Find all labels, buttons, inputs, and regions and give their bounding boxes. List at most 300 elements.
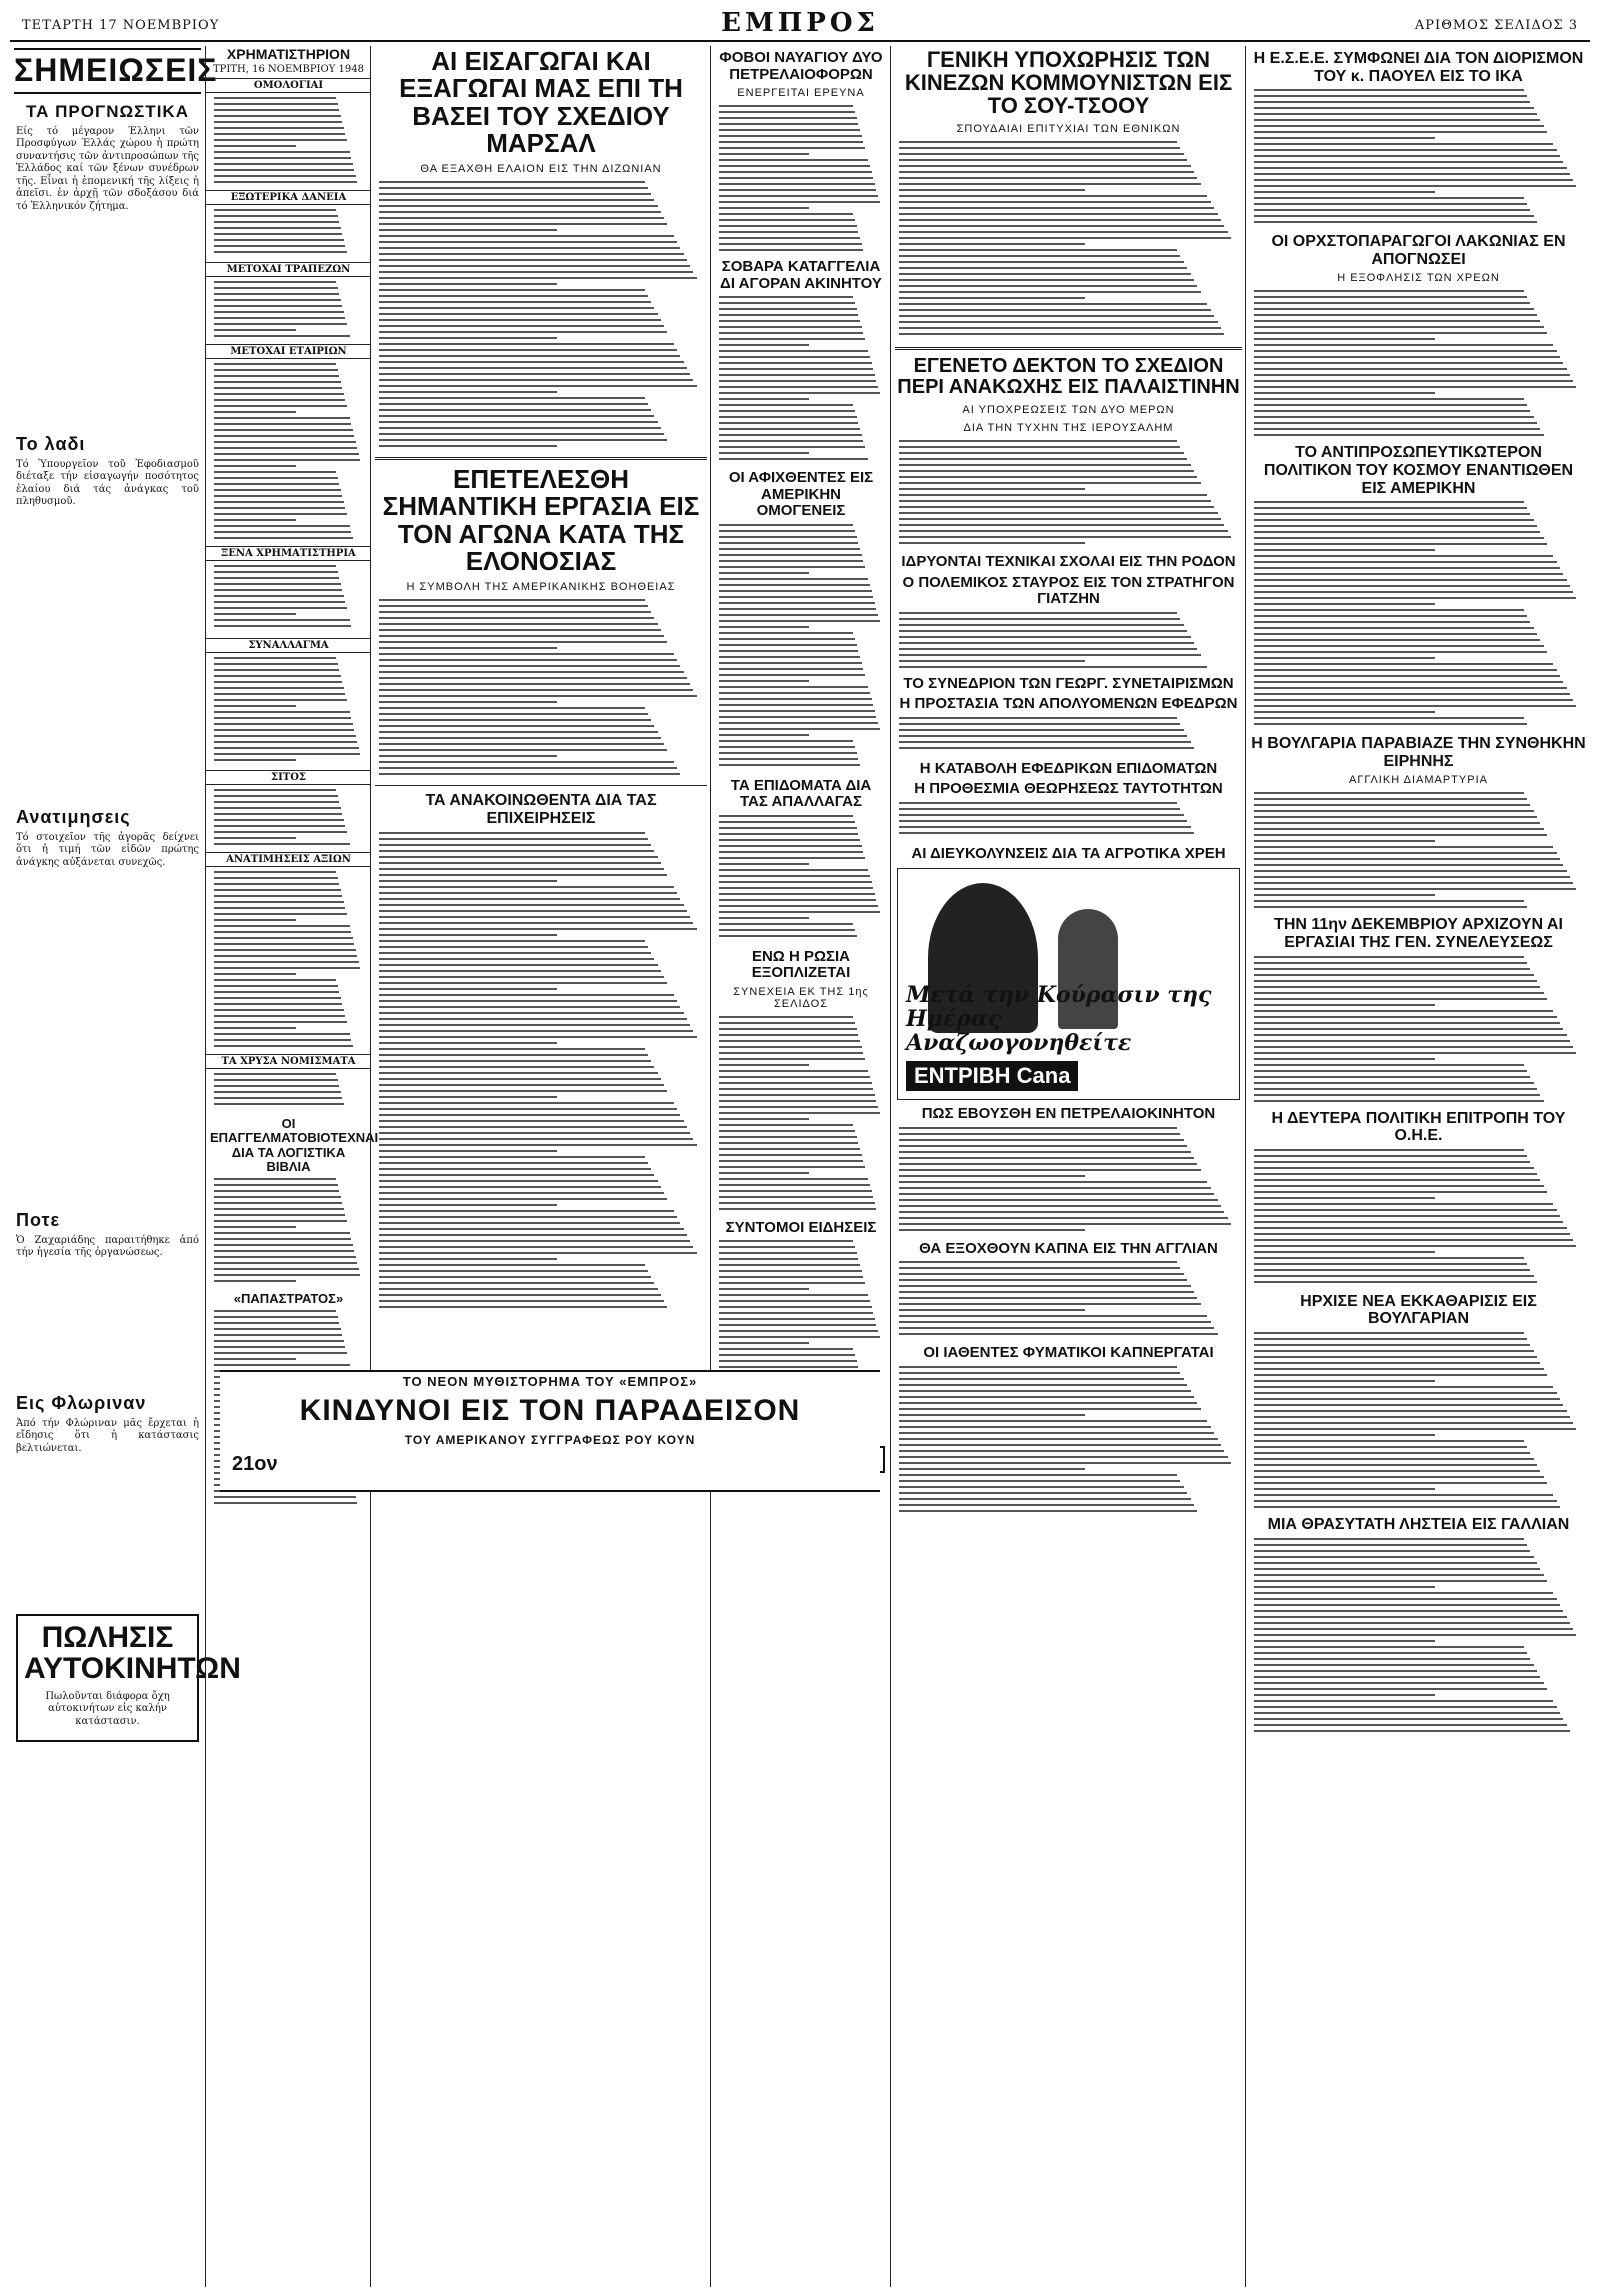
text-line xyxy=(1254,992,1544,994)
text-line xyxy=(719,141,863,143)
text-line xyxy=(379,1114,680,1116)
text-line xyxy=(214,687,344,689)
text-line xyxy=(214,245,345,247)
text-line xyxy=(214,1103,344,1105)
text-line xyxy=(1254,864,1563,866)
text-line xyxy=(719,542,858,544)
bulgaria-treaty-subhead: ΑΓΓΛΙΚΗ ΔΙΑΜΑΡΤΥΡΙΑ xyxy=(1349,774,1488,787)
text-line xyxy=(1254,113,1537,115)
text-line xyxy=(719,578,868,580)
text-line xyxy=(719,1028,857,1030)
text-line xyxy=(719,1208,876,1210)
masthead xyxy=(10,8,1590,42)
text-line xyxy=(1254,1550,1530,1552)
text-line xyxy=(1254,1185,1544,1187)
text-line xyxy=(1254,675,1560,677)
text-line xyxy=(379,599,645,601)
text-line xyxy=(1254,320,1540,322)
stock-exchange-date: ΤΡΙΤΗ, 16 ΝΟΕΜΒΡΙΟΥ 1948 xyxy=(213,64,364,75)
text-line xyxy=(1254,1094,1540,1096)
text-line xyxy=(899,717,1177,719)
text-line xyxy=(719,1154,862,1156)
papastratos-headline: «ΠΑΠΑΣΤΡΑΤΟΣ» xyxy=(233,1291,344,1307)
text-line xyxy=(1254,1245,1576,1247)
text-line xyxy=(379,1042,557,1044)
text-line xyxy=(214,465,296,467)
marshall-plan-headline: ΑΙ ΕΙΣΑΓΩΓΑΙ ΚΑΙ ΕΞΑΓΩΓΑΙ ΜΑΣ ΕΠΙ ΤΗ ΒΑΣΕΙ ΤΟΥ ΣΧΕΔΙΟΥ ΜΑΡΣΑΛ xyxy=(399,46,683,158)
text-line xyxy=(379,970,661,972)
text-line xyxy=(379,1210,674,1212)
text-line xyxy=(899,1181,1207,1183)
text-line xyxy=(899,249,1177,251)
section-foreign-exchanges: ΞΕΝΑ ΧΡΗΜΑΤΙΣΤΗΡΙΑ xyxy=(206,546,371,561)
car-sales-ad-title: ΠΩΛΗΣΙΣ ΑΥΤΟΚΙΝΗΤΩΝ xyxy=(24,1620,241,1686)
text-line xyxy=(719,1016,853,1018)
text-line xyxy=(379,952,651,954)
text-line xyxy=(719,1064,809,1066)
text-line xyxy=(719,1252,857,1254)
text-line xyxy=(1254,1374,1547,1376)
text-line xyxy=(379,665,680,667)
text-line xyxy=(379,988,557,990)
text-line xyxy=(899,832,1194,834)
text-line xyxy=(379,976,664,978)
text-line xyxy=(899,261,1184,263)
text-line xyxy=(719,851,863,853)
laconia-subhead: Η ΕΞΟΦΛΗΣΙΣ ΤΩΝ ΧΡΕΩΝ xyxy=(1337,272,1500,285)
text-line xyxy=(899,1504,1194,1506)
text-line xyxy=(899,1486,1184,1488)
text-line xyxy=(214,675,341,677)
car-sales-ad xyxy=(16,1614,241,1743)
text-line xyxy=(1254,804,1530,806)
text-line xyxy=(379,1030,693,1032)
text-line xyxy=(719,1160,863,1162)
text-line xyxy=(719,893,875,895)
text-line xyxy=(719,548,860,550)
text-line xyxy=(899,297,1085,299)
text-line xyxy=(214,399,345,401)
text-line xyxy=(719,225,857,227)
text-line xyxy=(379,313,658,315)
text-line xyxy=(214,1184,338,1186)
text-line xyxy=(899,1498,1191,1500)
text-line xyxy=(1254,332,1547,334)
text-line xyxy=(899,654,1201,656)
text-line xyxy=(1254,1398,1560,1400)
text-line xyxy=(214,663,338,665)
marshall-plan-subhead: ΘΑ ΕΞΑΧΘΗ ΕΛΑΙΟΝ ΕΙΣ ΤΗΝ ΔΙΖΩΝΙΑΝ xyxy=(420,163,662,176)
text-line xyxy=(719,458,868,460)
text-line xyxy=(1254,669,1557,671)
text-line xyxy=(719,827,857,829)
text-line xyxy=(719,704,873,706)
text-line xyxy=(1254,149,1557,151)
text-line xyxy=(899,1211,1224,1213)
text-line xyxy=(1254,1700,1553,1702)
text-line xyxy=(379,1264,645,1266)
text-line xyxy=(379,283,557,285)
text-line xyxy=(214,1340,344,1342)
text-line xyxy=(1254,870,1567,872)
text-line xyxy=(719,608,876,610)
text-line xyxy=(214,233,342,235)
text-line xyxy=(1254,567,1560,569)
text-line xyxy=(214,151,350,153)
text-line xyxy=(719,758,858,760)
text-line xyxy=(719,1240,853,1242)
text-line xyxy=(379,922,693,924)
text-line xyxy=(899,255,1180,257)
text-line xyxy=(214,1232,350,1234)
text-line xyxy=(719,1112,880,1114)
novel-banner xyxy=(220,1370,880,1492)
car-sales-ad-text: Πωλοῦνται διάφορα ὄχη αὐτοκινήτων εἰς καλήν κατάστασιν. xyxy=(45,1690,170,1727)
text-line xyxy=(719,1166,865,1168)
column-trade xyxy=(370,46,711,2287)
text-line xyxy=(379,1078,661,1080)
text-line xyxy=(214,1085,339,1087)
text-line xyxy=(379,1288,658,1290)
text-line xyxy=(899,488,1085,490)
text-line xyxy=(379,874,667,876)
text-line xyxy=(379,265,690,267)
text-line xyxy=(719,530,855,532)
text-line xyxy=(1254,816,1537,818)
text-line xyxy=(899,1285,1191,1287)
text-line xyxy=(214,973,296,975)
text-line xyxy=(1254,792,1524,794)
text-line xyxy=(1254,1016,1557,1018)
text-line xyxy=(719,524,853,526)
text-line xyxy=(379,838,648,840)
text-line xyxy=(1254,513,1530,515)
text-line xyxy=(214,801,339,803)
text-line xyxy=(719,740,853,742)
text-line xyxy=(719,398,809,400)
text-line xyxy=(719,243,862,245)
text-line xyxy=(719,764,860,766)
text-line xyxy=(1254,1574,1544,1576)
text-line xyxy=(899,1372,1180,1374)
war-cross-headline: Ο ΠΟΛΕΜΙΚΟΣ ΣΤΑΥΡΟΣ ΕΙΣ ΤΟΝ ΣΤΡΑΤΗΓΟΝ ΓΙΑΤΖΗΝ xyxy=(902,573,1235,608)
text-line xyxy=(719,320,860,322)
text-line xyxy=(719,722,878,724)
text-line xyxy=(719,404,853,406)
text-line xyxy=(899,141,1177,143)
text-line xyxy=(379,1150,557,1152)
text-line xyxy=(719,887,873,889)
text-line xyxy=(379,1072,658,1074)
text-line xyxy=(214,1328,341,1330)
text-line xyxy=(899,636,1191,638)
text-line xyxy=(1254,1344,1530,1346)
notes-section-price-rises: Ανατιμησεις xyxy=(16,806,131,827)
text-line xyxy=(1254,1470,1540,1472)
text-line xyxy=(214,169,354,171)
notes-section-oil: Το λαδι xyxy=(16,433,86,454)
text-line xyxy=(719,446,865,448)
text-line xyxy=(1254,1386,1553,1388)
text-line xyxy=(719,839,860,841)
text-line xyxy=(214,789,336,791)
notes-text-oil: Τό Ὑπουργεῖον τοῦ Ἐφοδιασμοῦ διέταξε τήν εἰσαγωγήν ποσότητος ἐλαίου διά τάς ἀνάγκας τοῦ πληθυσμοῦ. xyxy=(16,458,199,508)
text-line xyxy=(1254,296,1527,298)
text-line xyxy=(899,1414,1085,1416)
text-line xyxy=(214,181,357,183)
text-line xyxy=(214,1003,342,1005)
text-line xyxy=(379,385,697,387)
text-line xyxy=(214,1244,353,1246)
text-line xyxy=(899,1279,1187,1281)
text-line xyxy=(379,1192,664,1194)
text-line xyxy=(379,271,693,273)
text-line xyxy=(899,1139,1184,1141)
text-line xyxy=(379,844,651,846)
text-line xyxy=(1254,1332,1524,1334)
tobacco-export-headline: ΘΑ ΕΞΟΧΘΟΥΝ ΚΑΠΝΑ ΕΙΣ ΤΗΝ ΑΓΓΛΙΑΝ xyxy=(919,1239,1218,1257)
text-line xyxy=(899,729,1184,731)
text-line xyxy=(719,1034,858,1036)
text-line xyxy=(719,392,880,394)
text-line xyxy=(1254,705,1576,707)
text-line xyxy=(1254,191,1435,193)
text-line xyxy=(379,725,654,727)
text-line xyxy=(719,338,865,340)
text-line xyxy=(379,1204,557,1206)
representative-politician-headline: ΤΟ ΑΝΤΙΠΡΟΣΩΠΕΥΤΙΚΩΤΕΡΟΝ ΠΟΛΙΤΙΚΟΝ ΤΟΥ ΚΟΣΜΟΥ ΕΝΑΝΤΙΩΘΕΝ ΕΙΣ ΑΜΕΡΙΚΗΝ xyxy=(1263,444,1574,497)
tobacco-workers-headline: ΟΙ ΙΑΘΕΝΤΕΣ ΦΥΜΑΤΙΚΟΙ ΚΑΠΝΕΡΓΑΤΑΙ xyxy=(923,1344,1214,1362)
text-line xyxy=(379,1024,690,1026)
text-line xyxy=(379,641,667,643)
text-line xyxy=(899,1384,1187,1386)
text-line xyxy=(214,1079,338,1081)
text-line xyxy=(719,680,809,682)
text-line xyxy=(214,711,350,713)
text-line xyxy=(379,623,658,625)
general-assembly-headline: ΤΗΝ 11ην ΔΕΚΕΜΒΡΙΟΥ ΑΡΧΙΖΟΥΝ ΑΙ ΕΡΓΑΣΙΑΙ ΤΗΣ ΓΕΝ. ΣΥΝΕΛΕΥΣΕΩΣ xyxy=(1274,916,1563,951)
text-line xyxy=(1254,1634,1576,1636)
text-line xyxy=(379,1036,697,1038)
text-line xyxy=(719,159,868,161)
text-line xyxy=(899,1261,1177,1263)
text-line xyxy=(214,825,345,827)
text-line xyxy=(899,213,1218,215)
text-line xyxy=(719,1294,868,1296)
text-line xyxy=(214,1033,350,1035)
text-line xyxy=(899,470,1194,472)
text-line xyxy=(214,997,341,999)
text-line xyxy=(214,525,350,527)
text-line xyxy=(214,831,347,833)
text-line xyxy=(214,387,342,389)
exemptions-headline: ΤΑ ΕΠΙΔΟΜΑΤΑ ΔΙΑ ΤΑΣ ΑΠΑΛΛΑΓΑΣ xyxy=(730,776,872,810)
text-line xyxy=(719,326,862,328)
text-line xyxy=(1254,531,1540,533)
text-line xyxy=(214,1027,296,1029)
text-line xyxy=(379,958,654,960)
text-line xyxy=(1254,1416,1570,1418)
text-line xyxy=(1254,1350,1534,1352)
text-line xyxy=(719,1270,862,1272)
expats-arrived-headline: ΟΙ ΑΦΙΧΘΕΝΤΕΣ ΕΙΣ ΑΜΕΡΙΚΗΝ ΟΜΟΓΕΝΕΙΣ xyxy=(728,469,874,519)
text-line xyxy=(1254,392,1435,394)
text-line xyxy=(379,856,658,858)
text-line xyxy=(379,427,661,429)
text-line xyxy=(379,743,664,745)
text-line xyxy=(1254,1446,1527,1448)
text-line xyxy=(719,1348,853,1350)
text-line xyxy=(1254,422,1537,424)
text-line xyxy=(719,416,857,418)
text-line xyxy=(1254,314,1537,316)
text-line xyxy=(719,135,862,137)
text-line xyxy=(214,447,357,449)
text-line xyxy=(719,692,870,694)
section-foreign-loans: ΕΞΩΤΕΡΙΚΑ ΔΑΝΕΙΑ xyxy=(206,190,371,205)
text-line xyxy=(214,1202,342,1204)
text-line xyxy=(1254,215,1534,217)
text-line xyxy=(1254,179,1573,181)
text-line xyxy=(899,1163,1197,1165)
text-line xyxy=(1254,1506,1560,1508)
text-line xyxy=(1254,876,1570,878)
text-line xyxy=(214,955,357,957)
text-line xyxy=(719,596,873,598)
text-line xyxy=(214,1178,336,1180)
text-line xyxy=(719,1202,875,1204)
cana-ad-slogan: Μετά την Κούρασιν της Ημέρας Αναζωογονηθείτε xyxy=(906,981,1212,1057)
text-line xyxy=(1254,1694,1435,1696)
text-line xyxy=(899,482,1201,484)
text-line xyxy=(1254,1197,1435,1199)
text-line xyxy=(1254,687,1567,689)
text-line xyxy=(719,821,855,823)
text-line xyxy=(1254,1275,1534,1277)
text-line xyxy=(719,362,872,364)
text-line xyxy=(899,1366,1177,1368)
text-line xyxy=(719,1070,868,1072)
text-line xyxy=(214,1226,296,1228)
text-line xyxy=(1254,1658,1530,1660)
text-line xyxy=(1254,1257,1524,1259)
text-line xyxy=(214,795,338,797)
property-complaint-headline: ΣΟΒΑΡΑ ΚΑΤΑΓΓΕΛΙΑ ΔΙ ΑΓΟΡΑΝ ΑΚΙΝΗΤΟΥ xyxy=(720,258,882,292)
text-line xyxy=(719,668,863,670)
text-line xyxy=(379,1222,680,1224)
text-line xyxy=(719,686,868,688)
text-line xyxy=(899,536,1231,538)
text-line xyxy=(214,251,347,253)
text-line xyxy=(214,807,341,809)
text-line xyxy=(214,215,338,217)
text-line xyxy=(899,618,1180,620)
text-line xyxy=(1254,1233,1570,1235)
tanker-subhead: ΕΝΕΡΓΕΙΤΑΙ ΕΡΕΥΝΑ xyxy=(737,87,865,99)
text-line xyxy=(719,710,875,712)
text-line xyxy=(1254,537,1544,539)
text-line xyxy=(719,452,809,454)
text-line xyxy=(719,344,809,346)
text-line xyxy=(1254,1022,1560,1024)
text-line xyxy=(379,773,680,775)
text-line xyxy=(1254,555,1553,557)
text-line xyxy=(1254,828,1544,830)
text-line xyxy=(379,373,690,375)
text-line xyxy=(214,1358,296,1360)
text-line xyxy=(1254,633,1537,635)
text-line xyxy=(899,1223,1231,1225)
text-line xyxy=(719,1094,875,1096)
text-line xyxy=(1254,1064,1524,1066)
text-line xyxy=(379,349,677,351)
text-line xyxy=(379,964,658,966)
text-line xyxy=(214,1015,345,1017)
text-line xyxy=(899,1297,1197,1299)
text-line xyxy=(214,299,341,301)
text-line xyxy=(214,1334,342,1336)
text-line xyxy=(214,961,359,963)
text-line xyxy=(1254,543,1547,545)
text-line xyxy=(214,305,342,307)
text-line xyxy=(379,1060,651,1062)
text-line xyxy=(214,369,338,371)
text-line xyxy=(214,1091,341,1093)
notes-section-forecasts: ΤΑ ΠΡΟΓΝΩΣΤΙΚΑ xyxy=(26,101,189,121)
text-line xyxy=(899,1169,1201,1171)
text-line xyxy=(899,219,1221,221)
text-line xyxy=(214,1039,351,1041)
text-line xyxy=(379,235,674,237)
text-line xyxy=(379,229,557,231)
text-line xyxy=(719,422,858,424)
text-line xyxy=(379,247,680,249)
text-line xyxy=(1254,998,1547,1000)
text-line xyxy=(1254,368,1567,370)
text-line xyxy=(214,571,338,573)
text-line xyxy=(379,1120,684,1122)
text-line xyxy=(719,368,873,370)
text-line xyxy=(379,880,557,882)
text-line xyxy=(899,1303,1201,1305)
text-line xyxy=(1254,717,1524,719)
text-line xyxy=(899,267,1187,269)
text-line xyxy=(214,221,339,223)
text-line xyxy=(379,331,667,333)
section-company-shares: ΜΕΤΟΧΑΙ ΕΤΑΙΡΙΩΝ xyxy=(206,344,371,359)
text-line xyxy=(379,940,645,942)
bulgaria-treaty-headline: Η ΒΟΥΛΓΑΡΙΑ ΠΑΡΑΒΙΑΖΕ ΤΗΝ ΣΥΝΘΗΚΗΝ ΕΙΡΗΝΗΣ xyxy=(1251,735,1586,770)
text-line xyxy=(1254,326,1544,328)
text-line xyxy=(719,1196,873,1198)
text-line xyxy=(379,832,645,834)
text-line xyxy=(1254,1730,1570,1732)
text-line xyxy=(1254,302,1530,304)
text-line xyxy=(719,1076,870,1078)
text-line xyxy=(1254,1640,1435,1642)
text-line xyxy=(379,409,651,411)
text-line xyxy=(214,1214,345,1216)
text-line xyxy=(1254,651,1547,653)
text-line xyxy=(719,716,876,718)
text-line xyxy=(899,612,1177,614)
text-line xyxy=(719,602,875,604)
text-line xyxy=(719,302,855,304)
text-line xyxy=(1254,137,1435,139)
text-line xyxy=(1254,167,1567,169)
text-line xyxy=(719,536,857,538)
text-line xyxy=(214,471,336,473)
